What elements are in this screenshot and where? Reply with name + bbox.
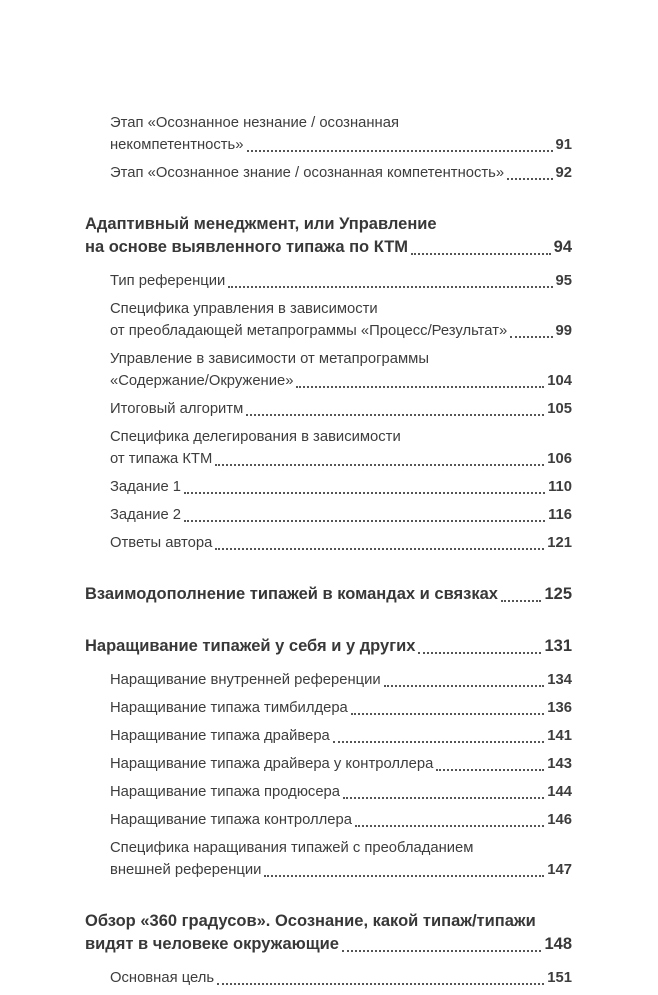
toc-sub-entry — [110, 669, 572, 691]
toc-entry-row — [85, 583, 572, 606]
toc-entry-row — [110, 162, 572, 184]
dot-leader — [217, 983, 544, 985]
dot-leader — [355, 825, 544, 827]
dot-leader — [184, 520, 545, 522]
page-number: 94 — [553, 238, 572, 256]
toc-entry-text: «Содержание/Окружение» — [110, 373, 294, 389]
toc-sub-entry — [110, 398, 572, 420]
dot-leader — [228, 286, 552, 288]
toc-entry-text: Наращивание типажа продюсера — [110, 784, 341, 800]
toc-entry-text: Задание 2 — [110, 507, 182, 523]
toc-entry-row — [85, 933, 572, 956]
page-number: 141 — [547, 728, 572, 744]
toc-entry-text: Наращивание типажа контроллера — [110, 812, 352, 828]
dot-leader — [436, 769, 544, 771]
toc-entry-row — [110, 320, 572, 342]
toc-entry-row — [110, 781, 572, 803]
dot-leader — [507, 178, 552, 180]
toc-entry-text: Наращивание типажа тимбилдера — [110, 700, 348, 716]
page-number: 105 — [547, 401, 572, 417]
dot-leader — [501, 600, 542, 602]
toc-entry-row — [110, 476, 572, 498]
toc-entry-text: внешней референции — [110, 862, 262, 878]
toc-sub-entry — [110, 426, 572, 470]
toc-entry-text: Основная цель — [110, 970, 215, 986]
toc-sub-entry — [110, 725, 572, 747]
toc-entry-row — [110, 967, 572, 989]
toc-entry-text: Обзор «360 градусов». Осознание, какой типаж/типажи — [85, 912, 536, 930]
toc-entry-text: Этап «Осознанное незнание / осознанная — [110, 115, 399, 131]
page-number: 151 — [547, 970, 572, 986]
toc-entry-text: Взаимодополнение типажей в командах и связках — [85, 585, 498, 603]
page-number: 116 — [548, 507, 572, 523]
dot-leader — [215, 548, 544, 550]
toc-list — [85, 112, 572, 989]
page-number: 136 — [547, 700, 572, 716]
toc-sub-entry — [110, 809, 572, 831]
toc-entry-row — [110, 669, 572, 691]
toc-entry-row — [110, 270, 572, 292]
page-number: 147 — [547, 862, 572, 878]
dot-leader — [510, 336, 552, 338]
toc-entry-text: видят в человеке окружающие — [85, 935, 339, 953]
page-number: 92 — [555, 165, 572, 181]
dot-leader — [246, 414, 544, 416]
toc-entry-text: Специфика управления в зависимости — [110, 301, 378, 317]
page-number: 146 — [547, 812, 572, 828]
toc-entry-text: Наращивание типажа драйвера у контроллера — [110, 756, 434, 772]
toc-sub-entry — [110, 298, 572, 342]
toc-sub-entry — [110, 967, 572, 989]
toc-entry-row — [110, 859, 572, 881]
toc-entry-row — [110, 532, 572, 554]
toc-entry-text: от преобладающей метапрограммы «Процесс/Результат» — [110, 323, 508, 339]
toc-chapter-entry — [85, 583, 572, 606]
page-number: 91 — [555, 137, 572, 153]
toc-entry-row — [85, 236, 572, 259]
toc-entry-text: Наращивание типажа драйвера — [110, 728, 330, 744]
page-number: 143 — [547, 756, 572, 772]
toc-entry-text: Задание 1 — [110, 479, 182, 495]
toc-sub-entry — [110, 837, 572, 881]
toc-entry-text: Специфика делегирования в зависимости — [110, 429, 401, 445]
dot-leader — [215, 464, 544, 466]
toc-entry-row — [110, 809, 572, 831]
toc-sub-entry — [110, 504, 572, 526]
page-number: 106 — [547, 451, 572, 467]
toc-entry-text: Управление в зависимости от метапрограммы — [110, 351, 429, 367]
toc-entry-text: Итоговый алгоритм — [110, 401, 244, 417]
toc-entry-text: от типажа КТМ — [110, 451, 213, 467]
toc-entry-text: Адаптивный менеджмент, или Управление — [85, 215, 437, 233]
page-number: 95 — [555, 273, 572, 289]
toc-entry-row — [110, 398, 572, 420]
toc-sub-entry — [110, 753, 572, 775]
dot-leader — [418, 652, 541, 654]
toc-entry-text: Специфика наращивания типажей с преобладанием — [110, 840, 474, 856]
toc-sub-entry — [110, 112, 572, 156]
toc-chapter-entry — [85, 910, 572, 956]
toc-entry-row — [110, 370, 572, 392]
page-number: 99 — [555, 323, 572, 339]
dot-leader — [247, 150, 553, 152]
dot-leader — [384, 685, 545, 687]
toc-sub-entry — [110, 697, 572, 719]
page-number: 148 — [544, 935, 572, 953]
toc-sub-entry — [110, 348, 572, 392]
toc-entry-text: на основе выявленного типажа по КТМ — [85, 238, 409, 256]
dot-leader — [264, 875, 544, 877]
page-number: 110 — [548, 479, 572, 495]
dot-leader — [351, 713, 545, 715]
toc-sub-entry — [110, 162, 572, 184]
page-number: 131 — [544, 637, 572, 655]
dot-leader — [411, 253, 551, 255]
toc-entry-row — [110, 448, 572, 470]
toc-sub-entry — [110, 476, 572, 498]
toc-entry-text: Тип референции — [110, 273, 226, 289]
dot-leader — [343, 797, 544, 799]
toc-entry-row — [110, 753, 572, 775]
toc-sub-entry — [110, 270, 572, 292]
toc-entry-text: Ответы автора — [110, 535, 213, 551]
toc-entry-text: некомпетентность» — [110, 137, 244, 153]
toc-entry-row — [110, 725, 572, 747]
page-number: 125 — [544, 585, 572, 603]
toc-chapter-entry — [85, 213, 572, 259]
page-number: 104 — [547, 373, 572, 389]
toc-entry-row — [110, 134, 572, 156]
toc-entry-row — [110, 697, 572, 719]
dot-leader — [333, 741, 545, 743]
toc-sub-entry — [110, 781, 572, 803]
toc-entry-row — [110, 504, 572, 526]
page-number: 144 — [547, 784, 572, 800]
page-number: 134 — [547, 672, 572, 688]
toc-entry-row — [85, 635, 572, 658]
toc-chapter-entry — [85, 635, 572, 658]
page-number: 121 — [547, 535, 572, 551]
toc-entry-text: Этап «Осознанное знание / осознанная компетентность» — [110, 165, 505, 181]
toc-entry-text: Наращивание внутренней референции — [110, 672, 381, 688]
dot-leader — [342, 950, 541, 952]
dot-leader — [296, 386, 544, 388]
toc-sub-entry — [110, 532, 572, 554]
toc-entry-text: Наращивание типажей у себя и у других — [85, 637, 416, 655]
dot-leader — [184, 492, 545, 494]
